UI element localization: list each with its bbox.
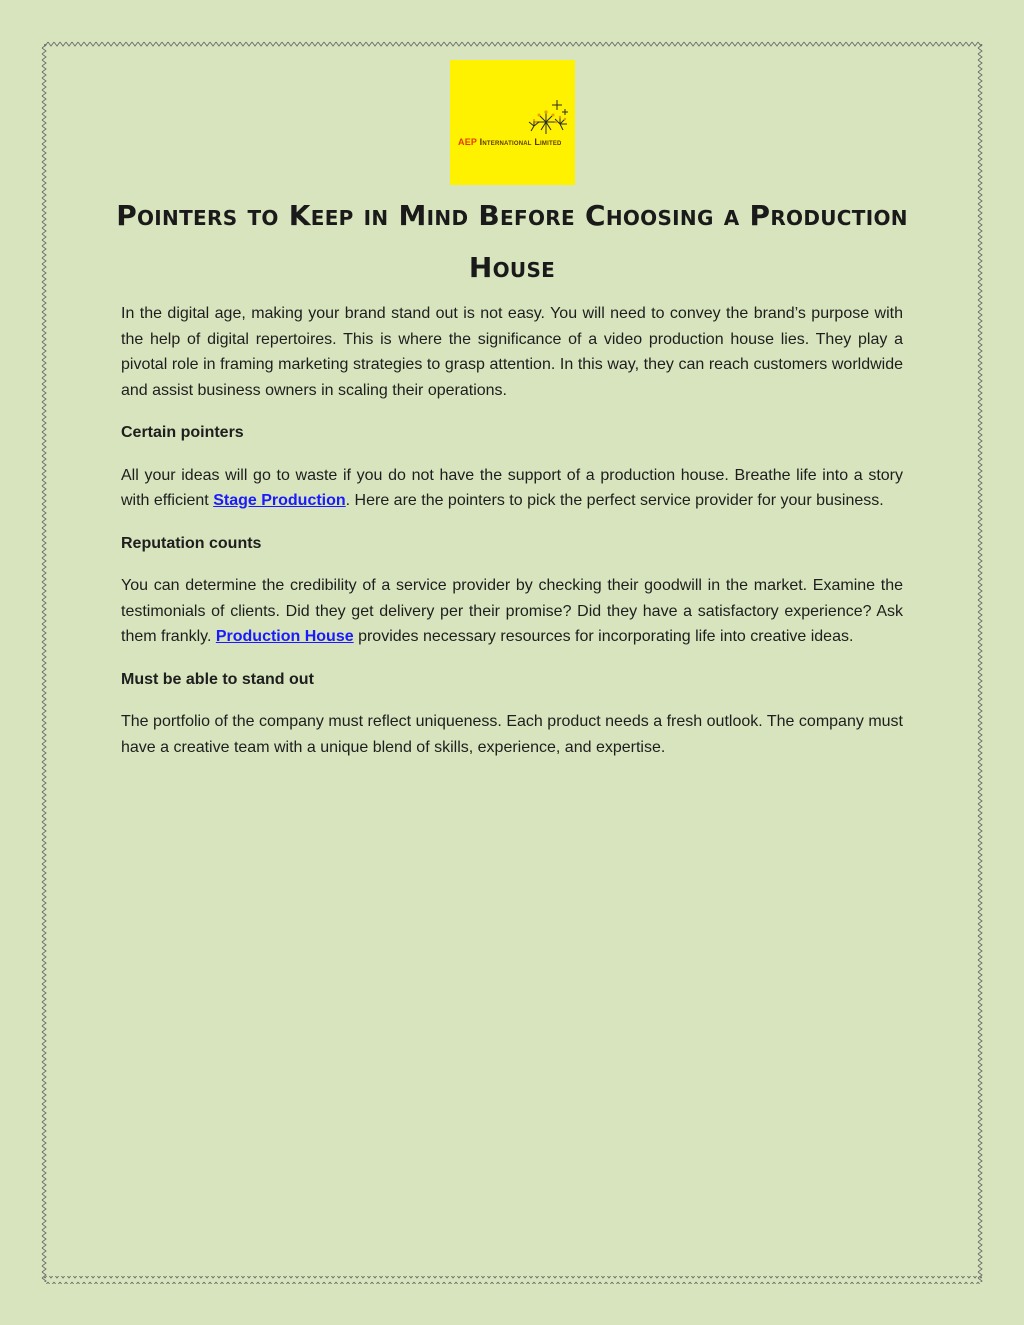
section-paragraph-reputation-counts: [121, 573, 903, 650]
fireworks-icon: [450, 60, 575, 185]
intro-paragraph: In the digital age, making your brand stand out is not easy. You will need to convey the brand’s purpose with the help of digital repertoires. This is where the significance of a video production house lies. They play a pivotal role in framing marketing strategies to grasp attention. In this way, they can reach customers worldwide and assist business owners in scaling their operations.: [121, 305, 903, 399]
section-heading-stand-out: Must be able to stand out: [121, 670, 314, 688]
paragraph-text: You can determine the credibility of a service provider by checking their goodwill in the market. Examine the testimonials of clients. Did they get delivery per their promise? Did they have a satisfactory experience? Ask them frankly.: [121, 577, 903, 645]
paragraph-text: . Here are the pointers to pick the perfect service provider for your business.: [345, 492, 884, 509]
company-logo: [450, 60, 575, 185]
production-house-link[interactable]: Production House: [215, 628, 354, 645]
section-paragraph-stand-out: The portfolio of the company must reflect uniqueness. Each product needs a fresh outlook. The company must have a creative team with a unique blend of skills, experience, and expertise.: [121, 713, 903, 756]
document-body: [121, 301, 903, 760]
section-paragraph-certain-pointers: [121, 463, 903, 514]
document-title: Pointers to Keep in Mind Before Choosing a Production House: [116, 199, 908, 284]
section-heading-reputation-counts: Reputation counts: [121, 534, 262, 552]
logo-wordmark: [458, 137, 570, 147]
logo-brand-short: AEP: [458, 137, 477, 147]
paragraph-text: All your ideas will go to waste if you do not have the support of a production house. Breathe life into a story with efficient: [121, 466, 903, 509]
stage-production-link[interactable]: Stage Production: [213, 492, 346, 509]
section-heading-certain-pointers: Certain pointers: [121, 424, 244, 441]
paragraph-text: provides necessary resources for incorporating life into creative ideas.: [353, 628, 854, 645]
logo-brand-rest: International Limited: [479, 137, 562, 147]
